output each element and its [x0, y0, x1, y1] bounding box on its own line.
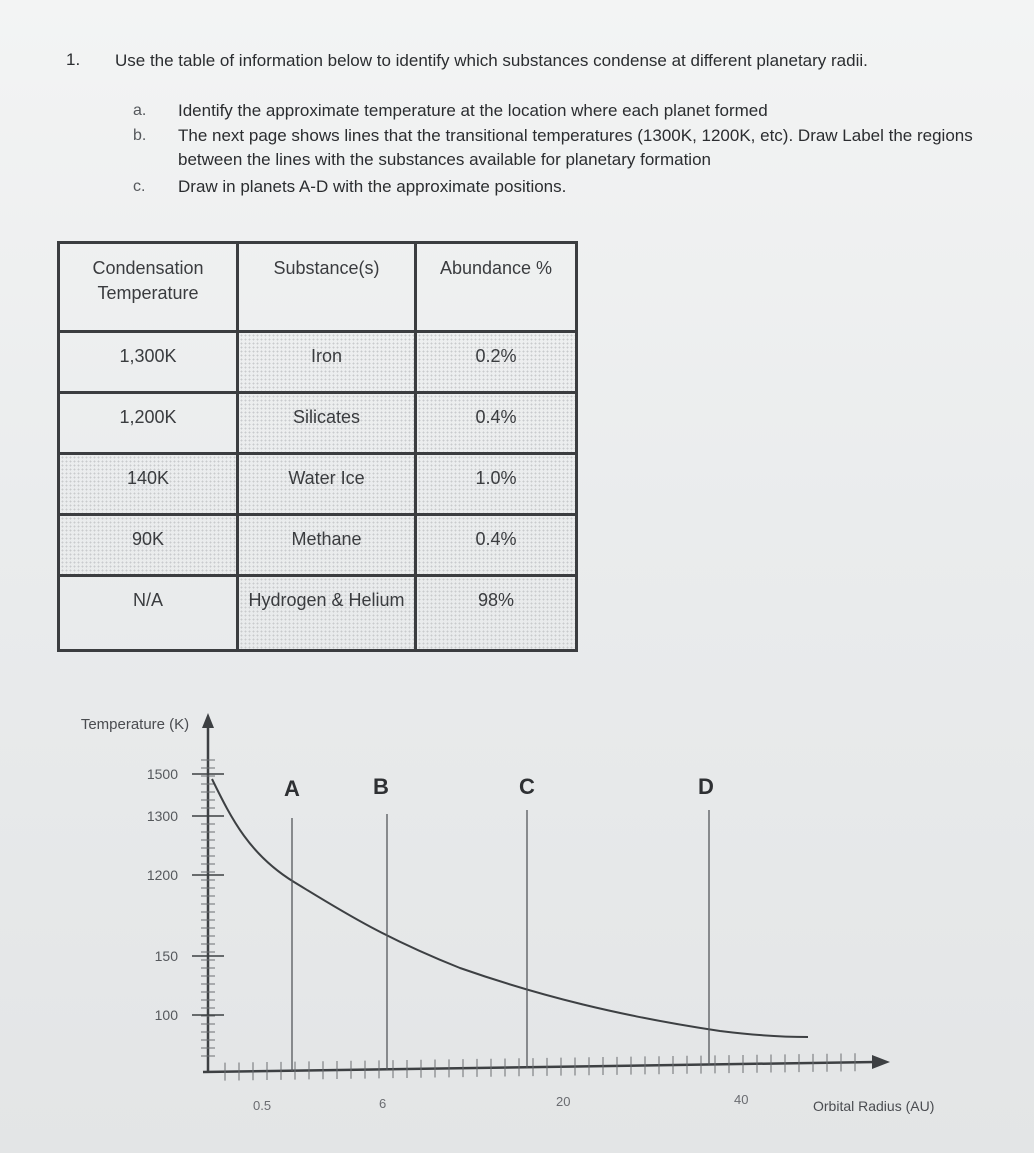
cell-substance: Silicates [238, 393, 416, 454]
item-a-letter: a. [133, 102, 147, 119]
item-b-text: The next page shows lines that the transitional temperatures (1300K, 1200K, etc). Draw Label the regions between the lines with the substances available for planetary formation [178, 126, 973, 169]
planet-label-b: B [373, 774, 389, 799]
header-condensation-temperature: Condensation Temperature [59, 243, 238, 332]
temperature-curve [212, 779, 808, 1037]
cell-temperature: 1,200K [59, 393, 238, 454]
y-tick-label: 1500 [146, 766, 178, 782]
cell-abundance: 1.0% [416, 454, 577, 515]
cell-substance: Hydrogen & Helium [238, 576, 416, 651]
x-axis-arrow [872, 1055, 890, 1069]
planet-label-a: A [284, 776, 300, 801]
question-text: Use the table of information below to identify which substances condense at different planetary radii. [115, 51, 868, 70]
cell-temperature: N/A [59, 576, 238, 651]
y-tick-label: 150 [154, 948, 178, 964]
y-axis-label: Temperature (K) [80, 716, 190, 733]
table-row [59, 454, 577, 515]
y-axis-arrow [202, 713, 214, 728]
temperature-radius-chart [0, 700, 1034, 1153]
cell-substance: Water Ice [238, 454, 416, 515]
item-c-text: Draw in planets A-D with the approximate positions. [178, 177, 567, 196]
cell-substance: Methane [238, 515, 416, 576]
cell-temperature: 90K [59, 515, 238, 576]
table-row [59, 576, 577, 651]
x-tick-label: 6 [379, 1096, 387, 1111]
x-tick-label: 20 [556, 1094, 571, 1109]
table-row [59, 515, 577, 576]
table-row [59, 393, 577, 454]
x-axis-line [203, 1062, 876, 1072]
y-tick-label: 100 [154, 1007, 178, 1023]
x-tick-label: 0.5 [253, 1098, 272, 1113]
header-abundance: Abundance % [416, 243, 577, 332]
x-axis-label: Orbital Radius (AU) [813, 1098, 935, 1114]
cell-abundance: 0.4% [416, 515, 577, 576]
planet-label-c: C [519, 774, 535, 799]
cell-substance: Iron [238, 332, 416, 393]
x-tick-label: 40 [734, 1092, 749, 1107]
cell-abundance: 98% [416, 576, 577, 651]
y-tick-label: 1300 [146, 808, 178, 824]
condensation-table [57, 241, 578, 652]
item-c-letter: c. [133, 178, 146, 195]
table-header-row [59, 243, 577, 332]
planet-label-d: D [698, 774, 714, 799]
item-b-letter: b. [133, 127, 147, 144]
cell-temperature: 1,300K [59, 332, 238, 393]
cell-abundance: 0.2% [416, 332, 577, 393]
table-row [59, 332, 577, 393]
header-substances: Substance(s) [238, 243, 416, 332]
y-tick-label: 1200 [146, 867, 178, 883]
cell-abundance: 0.4% [416, 393, 577, 454]
question-number: 1. [66, 50, 81, 69]
item-a-text: Identify the approximate temperature at the location where each planet formed [178, 101, 768, 120]
cell-temperature: 140K [59, 454, 238, 515]
